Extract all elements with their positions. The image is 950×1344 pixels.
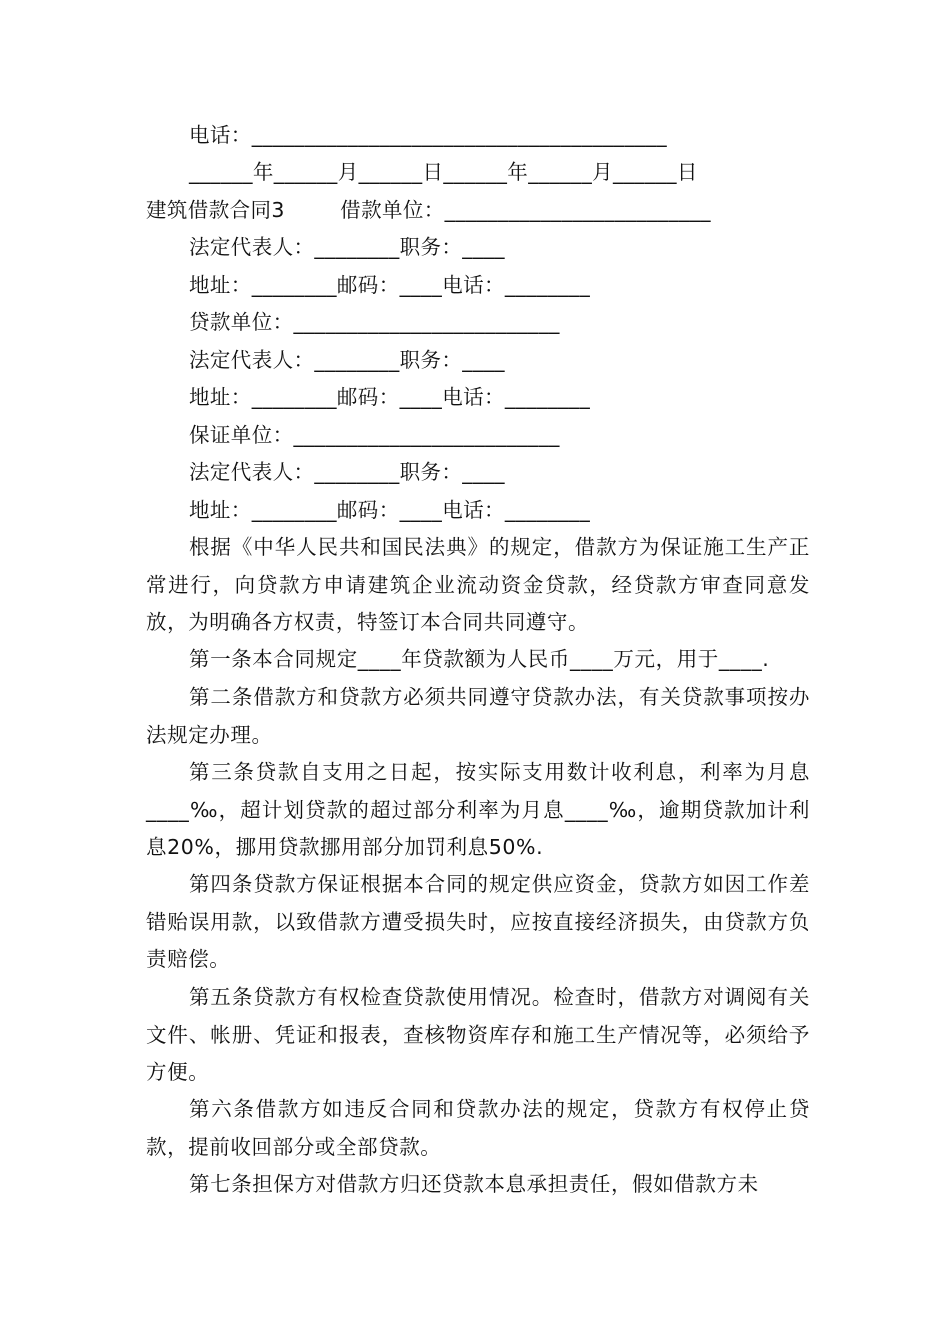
preamble-paragraph: 根据《中华人民共和国民法典》的规定，借款方为保证施工生产正常进行，向贷款方申请建筑企业流动资金贷款，经贷款方审查同意发放，为明确各方权责，特签订本合同共同遵守。 [146,535,810,635]
borrower-address: 地址：________邮码：____电话：________ [189,273,591,297]
guarantor-legal-rep: 法定代表人：________职务：____ [189,460,505,484]
lender-legal-rep: 法定代表人：________职务：____ [189,348,505,372]
article-7: 第七条担保方对借款方归还贷款本息承担责任，假如借款方未 [189,1172,759,1196]
article-3: 第三条贷款自支用之日起，按实际支用数计收利息，利率为月息____‰，超计划贷款的超过部分利率为月息____‰，逾期贷款加计利息20%，挪用贷款挪用部分加罚利息50%. [146,760,810,860]
lender-unit: 贷款单位：_________________________ [189,310,560,334]
article-6: 第六条借款方如违反合同和贷款办法的规定，贷款方有权停止贷款，提前收回部分或全部贷款。 [146,1097,810,1159]
article-4: 第四条贷款方保证根据本合同的规定供应资金，贷款方如因工作差错贻误用款，以致借款方遭受损失时，应按直接经济损失，由贷款方负责赔偿。 [146,872,810,972]
article-2: 第二条借款方和贷款方必须共同遵守贷款办法，有关贷款事项按办法规定办理。 [146,685,810,747]
lender-address: 地址：________邮码：____电话：________ [189,385,591,409]
phone-line: 电话：_______________________________________ [189,123,668,147]
contract-title-borrower: 建筑借款合同3 借款单位：_________________________ [146,198,711,222]
article-1: 第一条本合同规定____年贷款额为人民币____万元，用于____. [189,647,770,671]
guarantor-unit: 保证单位：_________________________ [189,423,560,447]
guarantor-address: 地址：________邮码：____电话：________ [189,498,591,522]
article-5: 第五条贷款方有权检查贷款使用情况。检查时，借款方对调阅有关文件、帐册、凭证和报表，查核物资库存和施工生产情况等，必须给予方便。 [146,985,810,1085]
borrower-legal-rep: 法定代表人：________职务：____ [189,235,505,259]
date-line: ______年______月______日______年______月______日 [189,160,698,184]
